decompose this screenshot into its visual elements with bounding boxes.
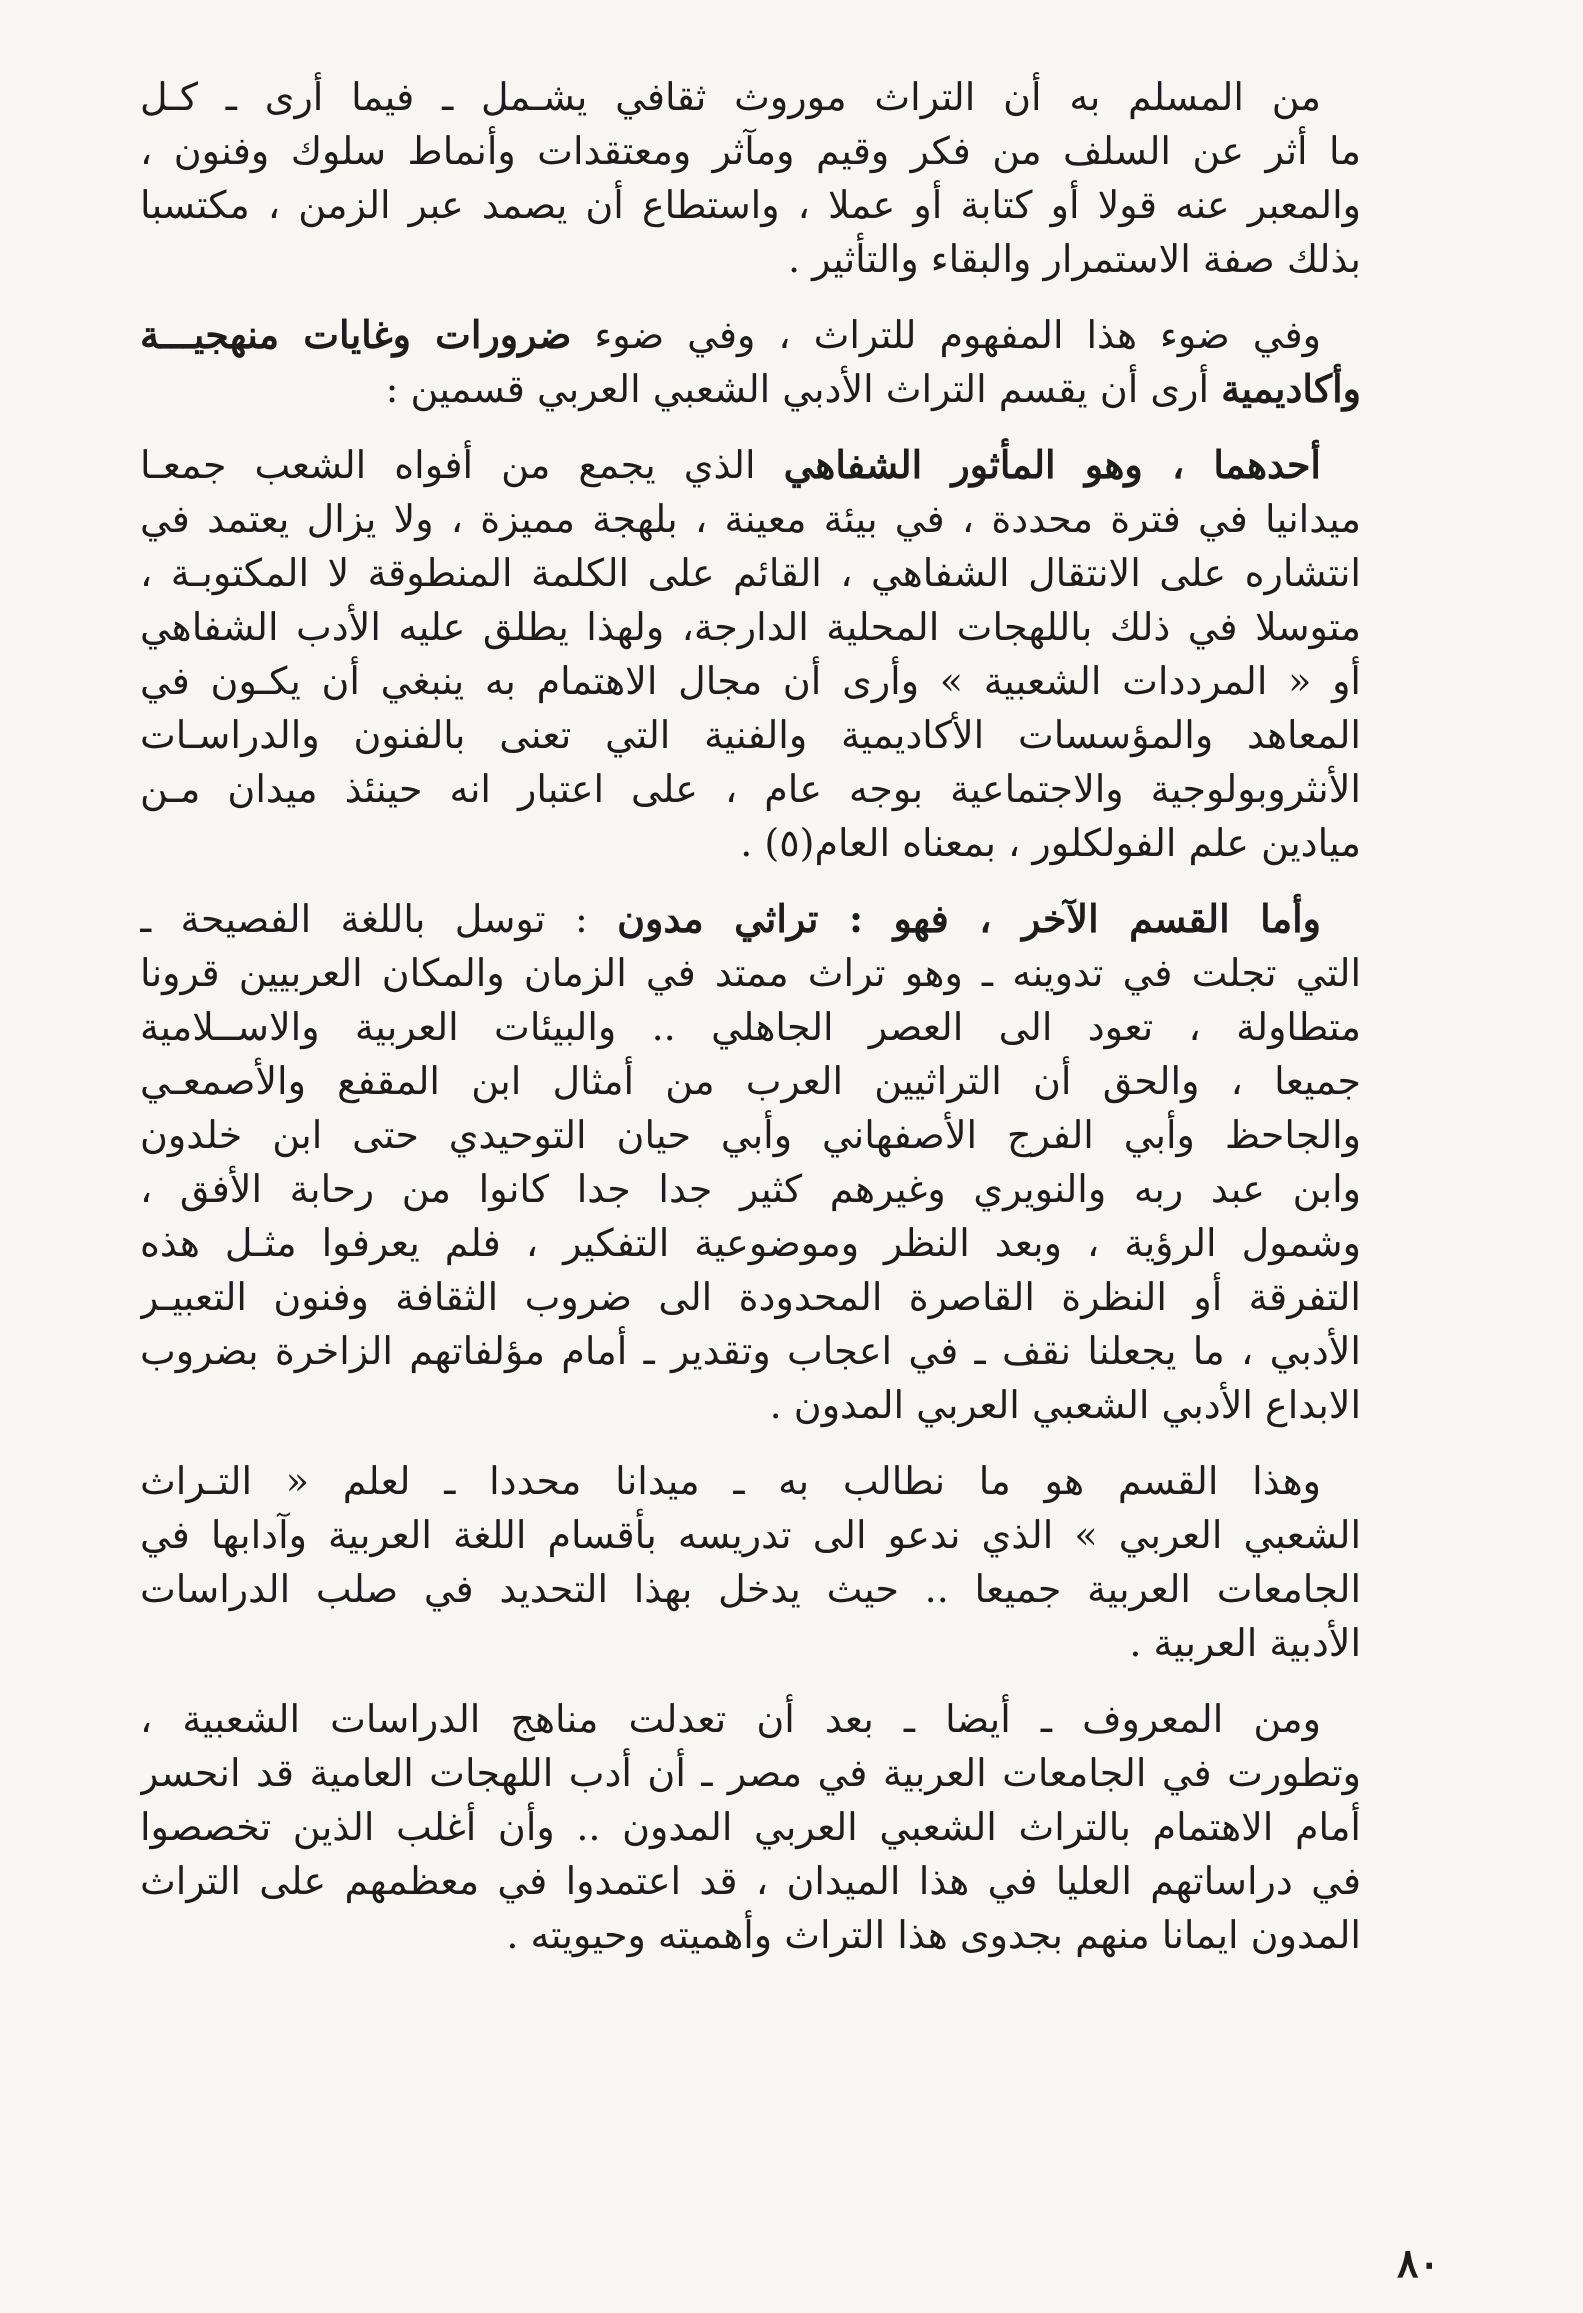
- paragraph-academic-trend: [140, 1692, 1361, 1962]
- text-line: متطاولة ، تعود الى العصر الجاهلي .. والبيئات العربية والاســلامية: [140, 1005, 1361, 1049]
- text-line: في دراساتهم العليا في هذا الميدان ، قد اعتمدوا في معظمهم على التراث: [140, 1859, 1361, 1903]
- text-line: أو « المرددات الشعبية » وأرى أن مجال الاهتمام به ينبغي أن يكـون في: [140, 659, 1361, 703]
- text-line: الجامعات العربية جميعا .. حيث يدخل بهذا التحديد في صلب الدراسات: [140, 1567, 1361, 1611]
- text-line: ميادين علم الفولكلور ، بمعناه العام(٥) .: [740, 821, 1361, 865]
- text-line: الشعبي العربي » الذي ندعو الى تدريسه بأقسام اللغة العربية وآدابها في: [140, 1513, 1361, 1557]
- bold-phrase: وأما القسم الآخر ، فهو : تراثي مدون: [617, 896, 1321, 941]
- text-line: من المسلم به أن التراث موروث ثقافي يشـمل ـ فيما أرى ـ كـل: [140, 75, 1321, 119]
- text-line: الأدبي ، ما يجعلنا نقف ـ في اعجاب وتقدير ـ أمام مؤلفاتهم الزاخرة بضروب: [140, 1329, 1361, 1373]
- text-line: المدون ايمانا منهم بجدوى هذا التراث وأهميته وحيويته .: [506, 1913, 1361, 1957]
- text-segment: الذي يجمع من أفواه الشعب جمعـا: [140, 443, 784, 487]
- bold-phrase: وأكاديمية: [1221, 366, 1361, 411]
- paragraph-heritage-definition: [140, 70, 1361, 286]
- text-line: بذلك صفة الاستمرار والبقاء والتأثير .: [787, 237, 1361, 281]
- text-line: [140, 362, 1361, 416]
- text-segment: : توسل باللغة الفصيحة ـ: [140, 897, 618, 941]
- text-line: والمعبر عنه قولا أو كتابة أو عملا ، واستطاع أن يصمد عبر الزمن ، مكتسبا: [140, 183, 1361, 227]
- page-number: ٨٠: [1397, 2240, 1440, 2287]
- paragraph-written-heritage: [140, 892, 1361, 1432]
- bold-phrase: أحدهما ، وهو المأثور الشفاهي: [783, 442, 1321, 487]
- text-line: وتطورت في الجامعات العربية في مصر ـ أن أدب اللهجات العامية قد انحسر: [140, 1751, 1361, 1795]
- bold-phrase: ضرورات وغايات منهجيـــة: [140, 312, 572, 357]
- text-line: وشمول الرؤية ، وبعد النظر وموضوعية التفكير ، فلم يعرفوا مثـل هذه: [140, 1221, 1361, 1265]
- text-line: ميدانيا في فترة محددة ، في بيئة معينة ، بلهجة مميزة ، ولا يزال يعتمد في: [140, 497, 1361, 541]
- text-line: ومن المعروف ـ أيضا ـ بعد أن تعدلت مناهج الدراسات الشعبية ،: [140, 1697, 1321, 1741]
- text-line: ما أثر عن السلف من فكر وقيم ومآثر ومعتقدات وأنماط سلوك وفنون ،: [140, 129, 1361, 173]
- text-line: [140, 308, 1361, 362]
- text-line: وابن عبد ربه والنويري وغيرهم كثير جدا جدا كانوا من رحابة الأفق ،: [140, 1167, 1361, 1211]
- text-line: متوسلا في ذلك باللهجات المحلية الدارجة، ولهذا يطلق عليه الأدب الشفاهي: [140, 605, 1361, 649]
- text-line: المعاهد والمؤسسات الأكاديمية والفنية التي تعنى بالفنون والدراسـات: [140, 713, 1361, 757]
- text-line: انتشاره على الانتقال الشفاهي ، القائم على الكلمة المنطوقة لا المكتوبـة ،: [140, 551, 1361, 595]
- text-line: [140, 438, 1361, 492]
- text-segment: وفي ضوء هذا المفهوم للتراث ، وفي ضوء: [571, 313, 1321, 357]
- text-line: الأنثروبولوجية والاجتماعية بوجه عام ، على اعتبار انه حينئذ ميدان مـن: [140, 767, 1361, 811]
- text-segment: أرى أن يقسم التراث الأدبي الشعبي العربي قسمين :: [385, 367, 1222, 411]
- text-line: وهذا القسم هو ما نطالب به ـ ميدانا محددا ـ لعلم « التـراث: [140, 1459, 1321, 1503]
- text-line: الابداع الأدبي الشعبي العربي المدون .: [769, 1383, 1361, 1427]
- paragraph-division-intro: [140, 308, 1361, 416]
- paragraph-oral-heritage: [140, 438, 1361, 870]
- text-line: أمام الاهتمام بالتراث الشعبي العربي المدون .. وأن أغلب الذين تخصصوا: [140, 1805, 1361, 1849]
- text-line: الأدبية العربية .: [1129, 1621, 1361, 1665]
- text-line: جميعا ، والحق أن التراثيين العرب من أمثال ابن المقفع والأصمعـي: [140, 1059, 1361, 1103]
- text-line: والجاحظ وأبي الفرج الأصفهاني وأبي حيان التوحيدي حتى ابن خلدون: [140, 1113, 1361, 1157]
- text-line: التي تجلت في تدوينه ـ وهو تراث ممتد في الزمان والمكان العربيين قرونا: [140, 951, 1361, 995]
- text-line: التفرقة أو النظرة القاصرة المحدودة الى ضروب الثقافة وفنون التعبيـر: [140, 1275, 1361, 1319]
- text-line: [140, 892, 1361, 946]
- paragraph-field-proposal: [140, 1454, 1361, 1670]
